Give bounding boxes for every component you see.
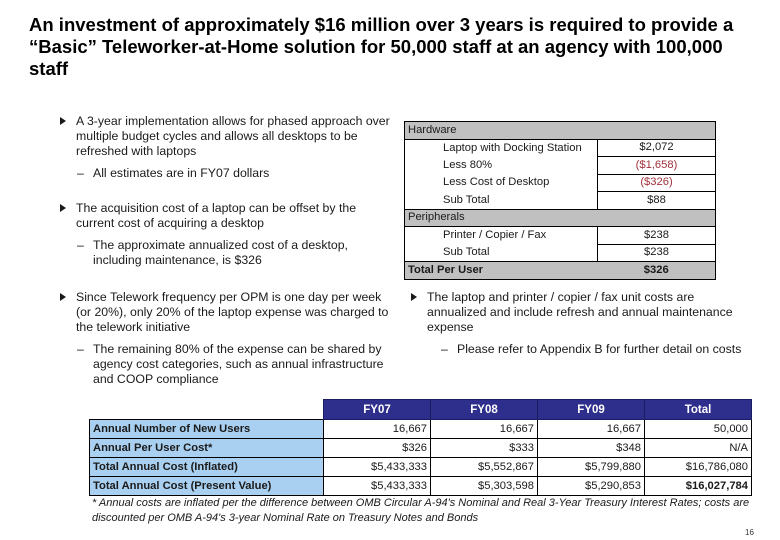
page-number: 16 xyxy=(745,528,754,537)
section-row-hardware xyxy=(405,122,716,140)
table-row xyxy=(405,227,716,245)
cell-value: $5,290,853 xyxy=(538,477,645,496)
item-label: Printer / Copier / Fax xyxy=(405,227,598,245)
sub-bullet-text: The remaining 80% of the expense can be shared by agency cost categories, such as annual infrastructure and COOP compliance xyxy=(93,342,384,386)
cost-per-user-table xyxy=(404,121,716,280)
column-header-fy09: FY09 xyxy=(538,400,645,420)
item-value: $238 xyxy=(598,244,716,262)
item-label: Less Cost of Desktop xyxy=(405,174,598,192)
section-label: Peripherals xyxy=(405,209,716,227)
table-row xyxy=(405,192,716,210)
table-row xyxy=(90,420,752,439)
item-value: $238 xyxy=(598,227,716,245)
bullet-arrow-icon xyxy=(60,204,66,212)
cell-value: $5,799,880 xyxy=(538,458,645,477)
grand-total-value: $16,027,784 xyxy=(645,477,752,496)
item-label: Sub Total xyxy=(405,192,598,210)
row-label: Total Annual Cost (Inflated) xyxy=(90,458,324,477)
item-label: Laptop with Docking Station xyxy=(405,139,598,157)
table-row xyxy=(405,157,716,175)
left-bullets xyxy=(60,114,395,268)
bullet-text: The acquisition cost of a laptop can be offset by the current cost of acquiring a desktop xyxy=(76,201,357,230)
bullet-arrow-icon xyxy=(411,293,417,301)
cell-value: $333 xyxy=(431,439,538,458)
cell-value: $348 xyxy=(538,439,645,458)
bullet-unit-costs xyxy=(411,290,751,335)
item-value: ($1,658) xyxy=(598,157,716,175)
sub-bullet-text: The approximate annualized cost of a desktop, including maintenance, is $326 xyxy=(93,238,348,267)
column-header-fy08: FY08 xyxy=(431,400,538,420)
dash-icon: – xyxy=(441,342,448,356)
bullet-acquisition xyxy=(60,201,395,231)
dash-icon: – xyxy=(77,342,84,356)
cell-value: $326 xyxy=(324,439,431,458)
sub-bullet-remaining xyxy=(60,342,395,387)
dash-icon: – xyxy=(77,238,84,252)
item-label: Less 80% xyxy=(405,157,598,175)
cell-value: 16,667 xyxy=(431,420,538,439)
total-value: $326 xyxy=(598,262,716,280)
left-bullets-lower xyxy=(60,290,395,387)
section-row-peripherals xyxy=(405,209,716,227)
sub-bullet-desktop-cost xyxy=(60,238,395,268)
row-label: Annual Number of New Users xyxy=(90,420,324,439)
sub-bullet-text: Please refer to Appendix B for further detail on costs xyxy=(457,342,742,356)
row-label: Total Annual Cost (Present Value) xyxy=(90,477,324,496)
header-row xyxy=(90,400,752,420)
table-row xyxy=(405,174,716,192)
table-row xyxy=(90,477,752,496)
bullet-arrow-icon xyxy=(60,293,66,301)
total-row xyxy=(405,262,716,280)
cell-value: 16,667 xyxy=(538,420,645,439)
dash-icon: – xyxy=(77,166,84,180)
cell-value: $5,303,598 xyxy=(431,477,538,496)
table-row xyxy=(90,439,752,458)
item-value: $88 xyxy=(598,192,716,210)
sub-bullet-fy07 xyxy=(60,166,395,181)
slide-title: An investment of approximately $16 million over 3 years is required to provide a “Basic” Teleworker-at-Home solution for 50,000 staff at an agency with 100,000 staff xyxy=(29,14,734,79)
bullet-arrow-icon xyxy=(60,117,66,125)
total-label: Total Per User xyxy=(405,262,598,280)
table-row xyxy=(405,139,716,157)
cell-value: 16,667 xyxy=(324,420,431,439)
item-label: Sub Total xyxy=(405,244,598,262)
row-label: Annual Per User Cost* xyxy=(90,439,324,458)
footnote: * Annual costs are inflated per the difference between OMB Circular A-94's Nominal and Real 3-Year Treasury Interest Rates; costs are discounted per OMB A-94's 3-year Nominal Rate on Treasury Notes and Bonds xyxy=(92,497,750,524)
bullet-text: Since Telework frequency per OPM is one day per week (or 20%), only 20% of the laptop expense was charged to the telework initiative xyxy=(76,290,389,334)
cell-value: $5,433,333 xyxy=(324,477,431,496)
section-label: Hardware xyxy=(405,122,716,140)
annual-cost-summary-table xyxy=(89,399,752,496)
cell-value: $16,786,080 xyxy=(645,458,752,477)
sub-bullet-appendix xyxy=(411,342,751,357)
cell-value: 50,000 xyxy=(645,420,752,439)
cell-value: N/A xyxy=(645,439,752,458)
table-row xyxy=(90,458,752,477)
table-row xyxy=(405,244,716,262)
item-value: ($326) xyxy=(598,174,716,192)
bullet-telework-frequency xyxy=(60,290,395,335)
bullet-implementation xyxy=(60,114,395,159)
right-bullets xyxy=(411,290,751,357)
bullet-text: The laptop and printer / copier / fax unit costs are annualized and include refresh and annual maintenance expense xyxy=(427,290,733,334)
cell-value: $5,433,333 xyxy=(324,458,431,477)
column-header-fy07: FY07 xyxy=(324,400,431,420)
cell-value: $5,552,867 xyxy=(431,458,538,477)
sub-bullet-text: All estimates are in FY07 dollars xyxy=(93,166,270,180)
blank-header xyxy=(90,400,324,420)
bullet-text: A 3-year implementation allows for phased approach over multiple budget cycles and allows all desktops to be refreshed with laptops xyxy=(76,114,390,158)
item-value: $2,072 xyxy=(598,139,716,157)
column-header-total: Total xyxy=(645,400,752,420)
